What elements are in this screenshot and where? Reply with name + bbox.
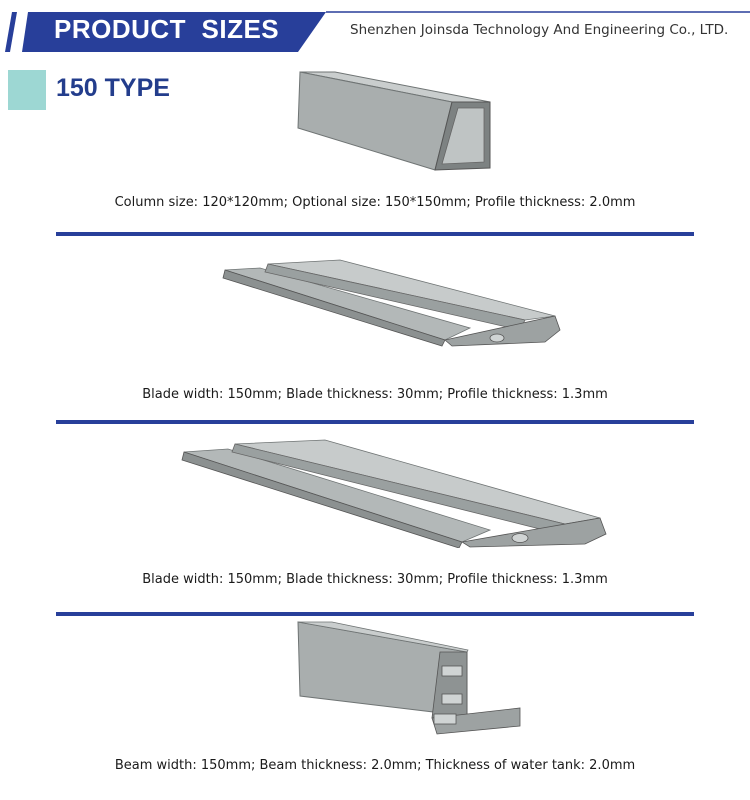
section-divider [56, 612, 694, 616]
beam-caption: Beam width: 150mm; Beam thickness: 2.0mm; Thickness of water tank: 2.0mm [114, 758, 636, 773]
blade-caption-2: Blade width: 150mm; Blade thickness: 30mm; Profile thickness: 1.3mm [142, 572, 608, 587]
page-title: PRODUCT SIZES [54, 14, 280, 44]
blade-profile-image-2 [180, 438, 620, 548]
section-divider [56, 420, 694, 424]
column-caption: Column size: 120*120mm; Optional size: 150*150mm; Profile thickness: 2.0mm [114, 195, 636, 210]
column-profile-image [290, 70, 500, 175]
section-title: 150 TYPE [56, 74, 170, 102]
company-name: Shenzhen Joinsda Technology And Engineering Co., LTD. [350, 22, 729, 38]
section-accent-block [8, 70, 46, 110]
blade-profile-image-1 [220, 258, 580, 348]
section-divider [56, 232, 694, 236]
blade-caption-1: Blade width: 150mm; Blade thickness: 30mm; Profile thickness: 1.3mm [142, 387, 608, 402]
beam-profile-image [292, 618, 522, 738]
header-banner [0, 0, 750, 64]
